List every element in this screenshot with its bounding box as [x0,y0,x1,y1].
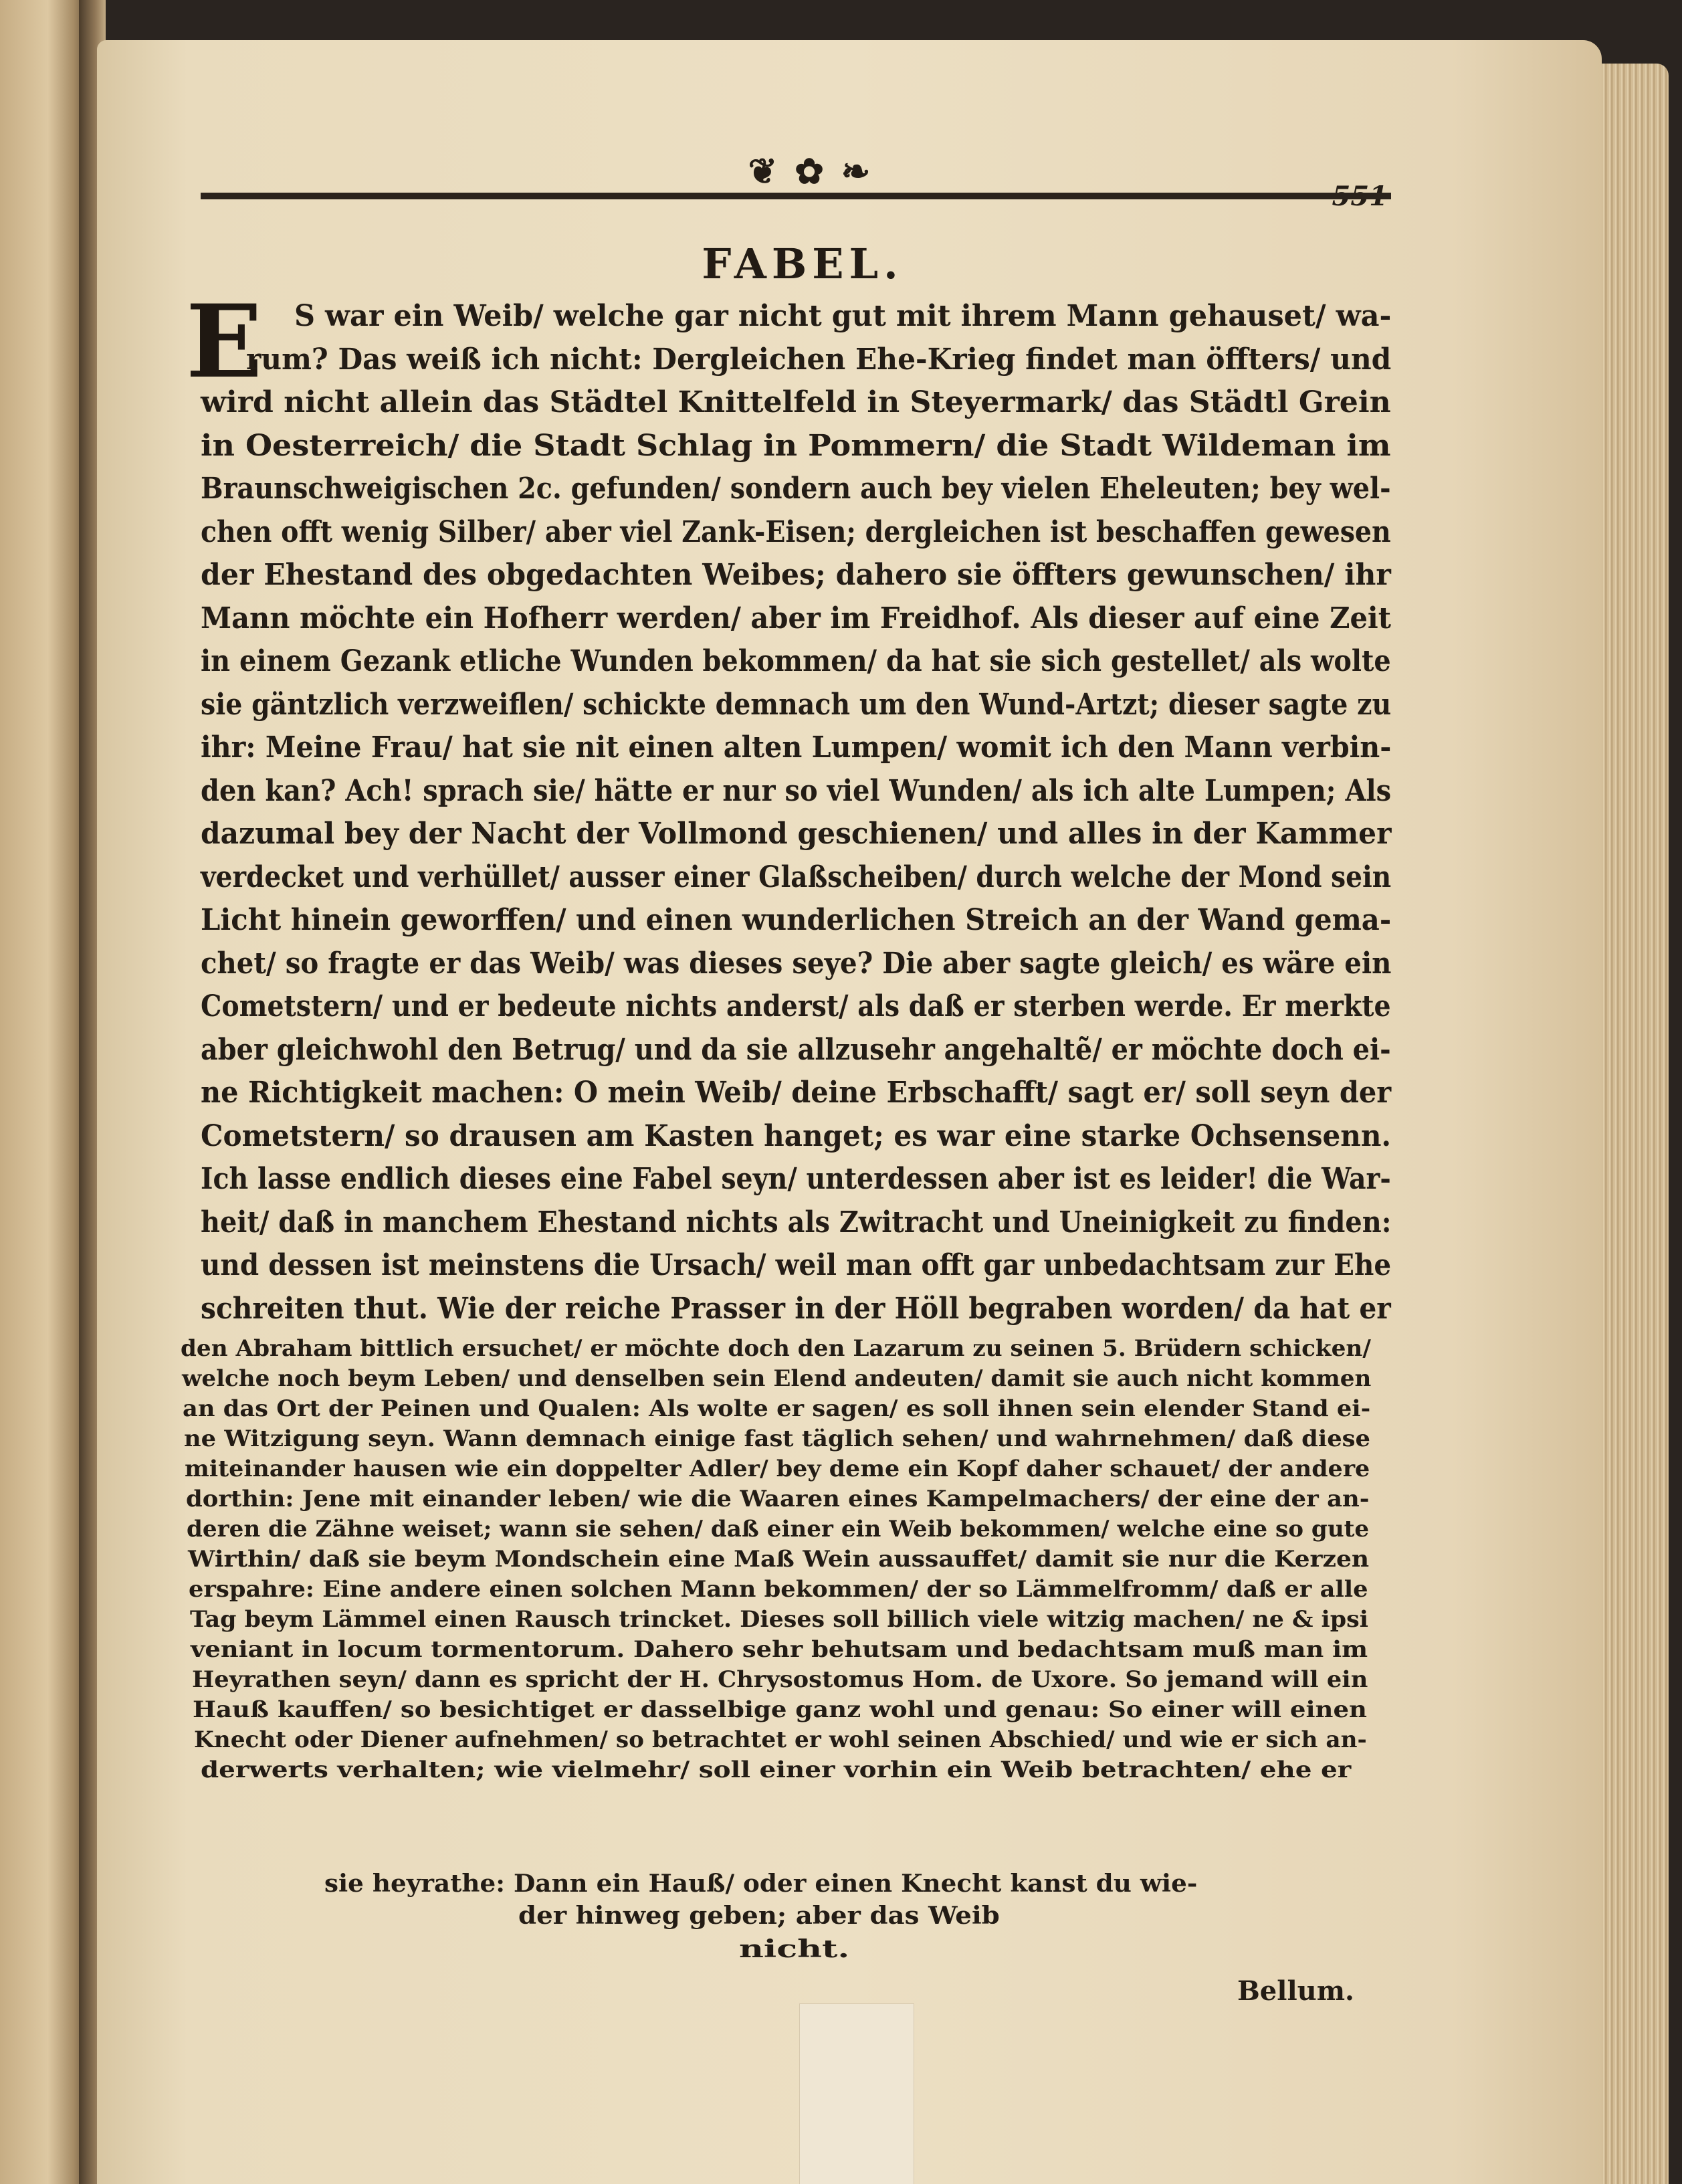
text-line: wird nicht allein das Städtel Knittelfeld in Steyermark/ das Städtl Grein [201,385,1391,419]
text-line: verdecket und verhüllet/ ausser einer Glaßscheiben/ durch welche der Mond sein [201,860,1392,894]
text-line: Tag beym Lämmel einen Rausch trincket. Dieses soll billich viele witzig machen/ ne & ipsi [189,1606,1368,1633]
text-line: sie heyrathe: Dann ein Hauß/ oder einen Knecht kanst du wie- [324,1870,1198,1898]
ornament-left-icon: ❦ [748,151,778,192]
text-line: schreiten thut. Wie der reiche Prasser in der Höll begraben worden/ da hat er [201,1291,1391,1326]
text-line: erspahre: Eine andere einen solchen Mann bekommen/ der so Lämmelfromm/ daß er alle [189,1576,1368,1603]
text-line: Knecht oder Diener aufnehmen/ so betrachtet er wohl seinen Abschied/ und wie er sich an- [193,1726,1367,1753]
text-line: chen offt wenig Silber/ aber viel Zank-Eisen; dergleichen ist beschaffen gewesen [201,514,1391,549]
text-line: Cometstern/ und er bedeute nichts anderst/ als daß er sterben werde. Er merkte [201,989,1391,1023]
text-line: ne Richtigkeit machen: O mein Weib/ deine Erbschafft/ sagt er/ soll seyn der [201,1076,1392,1110]
text-line: miteinander hausen wie ein doppelter Adler/ bey deme ein Kopf daher schauet/ der andere [185,1456,1370,1482]
text-line: ne Witzigung seyn. Wann demnach einige fast täglich sehen/ und wahrnehmen/ daß diese [183,1425,1370,1452]
text-line: an das Ort der Peinen und Qualen: Als wolte er sagen/ es soll ihnen sein elender Stand ei- [183,1395,1371,1422]
drop-cap: E [186,283,263,401]
left-page-edge [0,0,87,2184]
text-line: Hauß kauffen/ so besichtiget er dasselbige ganz wohl und genau: So einer will einen [193,1696,1367,1723]
catchword: Bellum. [1237,1975,1354,2007]
ornament-center-icon: ✿ [795,151,824,192]
text-line: nicht. [739,1935,850,1963]
text-line: aber gleichwohl den Betrug/ und da sie allzusehr angehaltẽ/ er möchte doch ei- [201,1032,1391,1067]
text-line: S war ein Weib/ welche gar nicht gut mit ihrem Mann gehauset/ wa- [294,299,1392,333]
page-stack-edge [1602,64,1669,2184]
text-line: Ich lasse endlich dieses eine Fabel seyn/ unterdessen aber ist es leider! die War- [201,1162,1391,1196]
text-line: den kan? Ach! sprach sie/ hätte er nur so viel Wunden/ als ich alte Lumpen; Als [201,773,1392,808]
text-line: der Ehestand des obgedachten Weibes; dahero sie öffters gewunschen/ ihr [201,558,1391,592]
text-line: Braunschweigischen 2c. gefunden/ sondern auch bey vielen Eheleuten; bey wel- [201,472,1391,506]
section-title: FABEL. [702,239,904,288]
text-line: derwerts verhalten; wie vielmehr/ soll einer vorhin ein Weib betrachten/ ehe er [201,1757,1352,1783]
text-line: rum? Das weiß ich nicht: Dergleichen Ehe-Krieg findet man öffters/ und [246,342,1392,377]
text-line: in Oesterreich/ die Stadt Schlag in Pommern/ die Stadt Wildeman im [201,428,1391,463]
text-line: heit/ daß in manchem Ehestand nichts als Zwitracht und Uneinigkeit zu finden: [201,1205,1392,1239]
text-line: Cometstern/ so drausen am Kasten hanget; es war eine starke Ochsensenn. [201,1118,1392,1153]
text-line: Wirthin/ daß sie beym Mondschein eine Maß Wein aussauffet/ damit sie nur die Kerzen [187,1546,1369,1573]
text-line: dorthin: Jene mit einander leben/ wie die Waaren eines Kampelmachers/ der eine der an- [185,1486,1369,1512]
text-line: den Abraham bittlich ersuchet/ er möchte doch den Lazarum zu seinen 5. Brüdern schicken/ [181,1335,1371,1362]
text-line: deren die Zähne weiset; wann sie sehen/ daß einer ein Weib bekommen/ welche eine so gute [187,1516,1370,1543]
text-line: Licht hinein geworffen/ und einen wunderlichen Streich an der Wand gema- [201,903,1392,937]
text-line: der hinweg geben; aber das Weib [518,1902,1000,1930]
text-line: veniant in locum tormentorum. Dahero sehr behutsam und bedachtsam muß man im [191,1636,1368,1663]
text-line: und dessen ist meinstens die Ursach/ weil man offt gar unbedachtsam zur Ehe [201,1248,1392,1282]
text-line: in einem Gezank etliche Wunden bekommen/ da hat sie sich gestellet/ als wolte [201,644,1391,678]
text-line: sie gäntzlich verzweiflen/ schickte demnach um den Wund-Artzt; dieser sagte zu [201,687,1392,722]
paper-slip [799,2003,914,2184]
ornament-right-icon: ❧ [841,151,871,192]
header-ornament [675,151,943,192]
text-line: dazumal bey der Nacht der Vollmond geschienen/ und alles in der Kammer [201,817,1392,851]
text-line: Heyrathen seyn/ dann es spricht der H. Chrysostomus Hom. de Uxore. So jemand will ein [191,1666,1368,1693]
header-rule [201,193,1391,199]
text-line: chet/ so fragte er das Weib/ was dieses seye? Die aber sagte gleich/ es wäre ein [201,946,1392,981]
text-line: Mann möchte ein Hofherr werden/ aber im Freidhof. Als dieser auf eine Zeit [201,601,1391,635]
text-line: ihr: Meine Frau/ hat sie nit einen alten Lumpen/ womit ich den Mann verbin- [201,730,1392,765]
text-line: welche noch beym Leben/ und denselben sein Elend andeuten/ damit sie auch nicht kommen [181,1365,1371,1392]
